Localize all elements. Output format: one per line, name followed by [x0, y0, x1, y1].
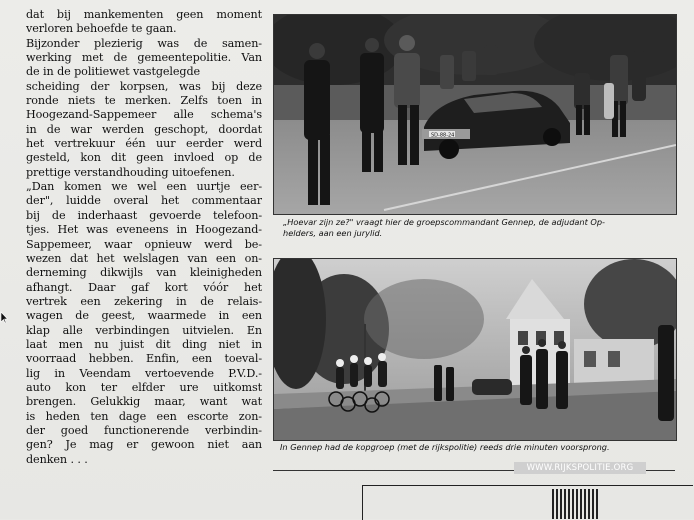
article-line: auto kon ter elfder ure uitkomst — [26, 380, 262, 394]
photo-car-jury-caption — [283, 217, 683, 239]
article-line: Hoogezand-Sappemeer alle schema's — [26, 108, 262, 122]
article-line: Sappemeer, waar opnieuw werd be- — [26, 237, 262, 251]
article-line: wezen dat het welslagen van een on- — [26, 251, 262, 265]
photo-car-jury-image — [274, 15, 676, 214]
article-line: in de war werden geschopt, doordat — [26, 122, 262, 136]
article-line: het vertrekuur één uur eerder werd — [26, 137, 262, 151]
article-line: voorraad hebben. Enfin, een toeval- — [26, 352, 262, 366]
license-plate-text: SD-88-24 — [431, 132, 455, 139]
mouse-cursor-icon — [0, 311, 8, 325]
article-line: derneming dikwijls van kleinigheden — [26, 266, 262, 280]
article-line: bij de inderhaast gevoerde telefoon- — [26, 208, 262, 222]
photo-cyclists-caption — [280, 442, 685, 453]
article-line: tjes. Het was eveneens in Hoogezand- — [26, 223, 262, 237]
article-line: lig in Veendam vertoevende P.V.D.- — [26, 366, 262, 380]
caption-top-line1: „Hoevar zijn ze?" vraagt hier de groepscommandant Gennep, de adjudant Op- — [283, 217, 606, 227]
article-line: verloren behoefde te gaan. — [26, 22, 177, 36]
article-line: de in de politiewet vastgelegde — [26, 65, 201, 79]
caption-bottom: In Gennep had de kopgroep (met de rijkspolitie) reeds drie minuten voorsprong. — [280, 442, 610, 452]
bottom-box-frame — [362, 485, 693, 520]
article-line: prettige verstandhouding uitoefenen. — [26, 165, 235, 179]
article-line: werking met de gemeentepolitie. Van — [26, 51, 262, 65]
article-line: klap alle verbindingen uitvielen. En — [26, 323, 262, 337]
article-line: ronde niets te merken. Zelfs toen in — [26, 94, 262, 108]
caption-top-line2: helders, aan een jurylid. — [283, 228, 383, 238]
article-text-column — [26, 8, 262, 467]
article-line: „Dan komen we wel een uurtje eer- — [26, 180, 262, 194]
article-line: dat bij mankementen geen moment — [26, 8, 262, 21]
article-line: gen? Je mag er gewoon niet aan — [26, 438, 262, 452]
article-line: gesteld, kon dit geen invloed op de — [26, 151, 262, 165]
article-line: denken . . . — [26, 452, 88, 466]
photo-car-jury — [273, 14, 677, 215]
photo-cyclists-gennep-image — [274, 259, 676, 440]
article-line: brengen. Gelukkig maar, want wat — [26, 395, 262, 409]
watermark-rijkspolitie: WWW.RIJKSPOLITIE.ORG — [514, 462, 646, 474]
article-line: der goed functionerende verbindin- — [26, 423, 262, 437]
article-line: scheiding der korpsen, was bij deze — [26, 79, 262, 93]
article-line: laat men nu juist dit ding niet in — [26, 337, 262, 351]
barcode-stripes — [552, 489, 598, 519]
article-line: vertrek een zekering in de relais- — [26, 294, 262, 308]
article-line: der", luidde overal het commentaar — [26, 194, 262, 208]
article-line: afhangt. Daar gaf kort vóór het — [26, 280, 262, 294]
photo-cyclists-gennep — [273, 258, 677, 441]
article-line: wagen de geest, waarmede in een — [26, 309, 262, 323]
article-line: is heden ten dage een escorte zon- — [26, 409, 262, 423]
article-line: Bijzonder plezierig was de samen- — [26, 36, 262, 50]
